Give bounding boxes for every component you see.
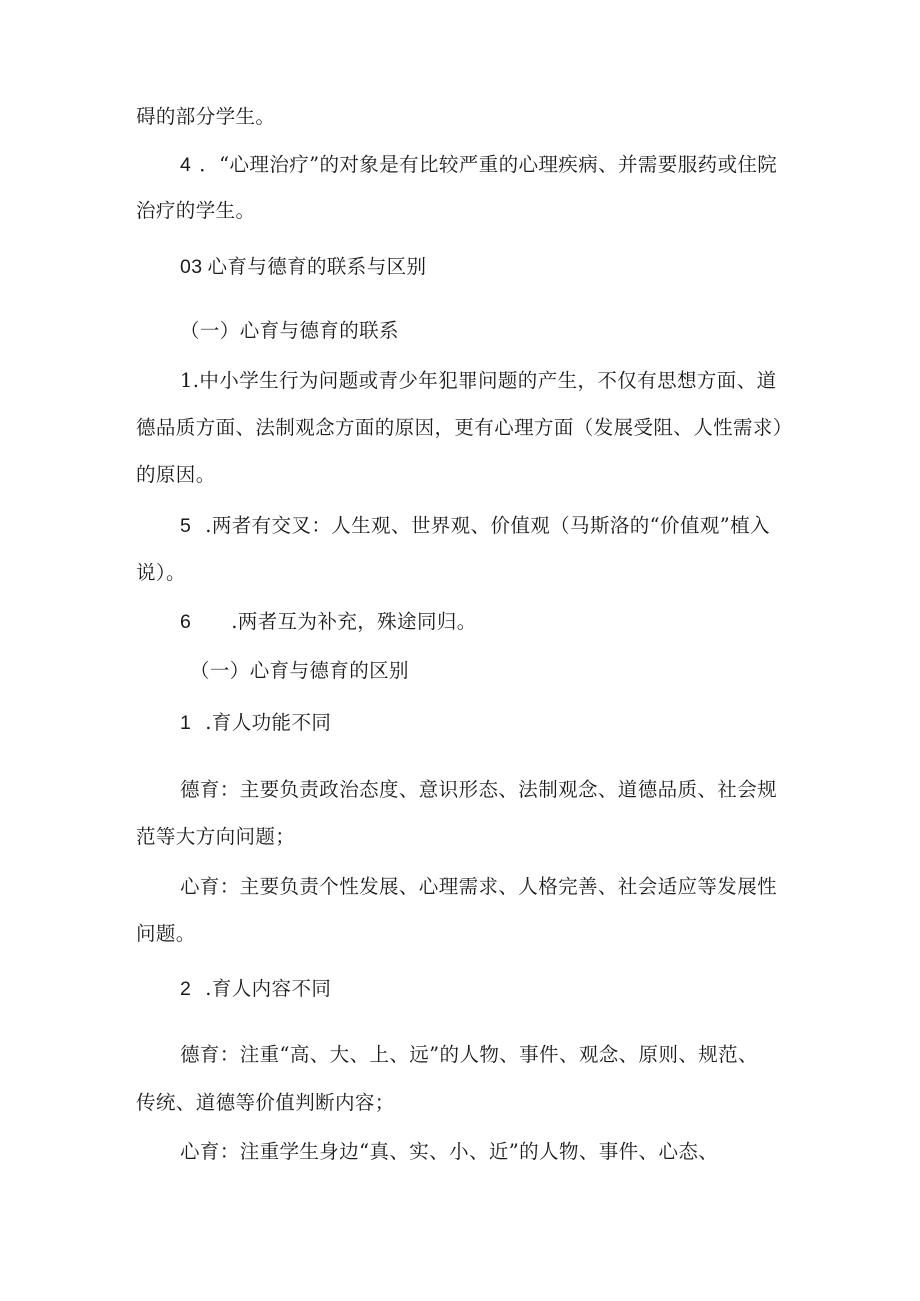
text-line: 心育：主要负责个性发展、心理需求、人格完善、社会适应等发展性	[180, 875, 778, 898]
subheading-link	[180, 318, 399, 344]
text-line: 心育：注重学生身边“真、实、小、近”的人物、事件、心态、	[180, 1140, 719, 1163]
text-line: 德品质方面、法制观念方面的原因，更有心理方面（发展受阻、人性需求）	[136, 416, 793, 439]
link-item-1-line-3	[136, 462, 216, 488]
moral-function-line-2	[136, 824, 295, 850]
psych-function-line-2	[136, 921, 196, 947]
diff-item-2	[180, 976, 331, 1002]
moral-content-line-1	[180, 1042, 758, 1068]
psych-content-line-1	[180, 1139, 718, 1165]
text-line: 的原因。	[136, 463, 216, 486]
link-item-5-line-1	[180, 513, 770, 539]
link-item-5-line-2	[136, 560, 186, 586]
moral-function-line-1	[180, 777, 777, 803]
section-title: 心育与德育的联系与区别	[207, 255, 427, 278]
psych-function-line-1	[180, 874, 777, 900]
diff-item-1	[180, 710, 331, 736]
paragraph-continuation	[136, 104, 275, 130]
subheading-text: （一）心育与德育的区别	[190, 659, 409, 682]
item-number: 6	[180, 611, 192, 633]
item-4-line-2	[136, 198, 255, 224]
text-line: ．“心理治疗”的对象是有比较严重的心理疾病、并需要服药或住院	[199, 153, 778, 176]
item-title: .育人内容不同	[205, 977, 332, 1000]
text-line: 传统、道德等价值判断内容；	[136, 1091, 395, 1114]
text-line: 问题。	[136, 922, 196, 945]
text-line: 治疗的学生。	[136, 199, 256, 222]
subheading-text: （一）心育与德育的联系	[180, 319, 399, 342]
link-item-1-line-1	[180, 368, 777, 394]
item-number: 5	[180, 515, 192, 537]
item-title: .育人功能不同	[205, 711, 332, 734]
subheading-diff	[190, 658, 409, 684]
text-line: 1.中小学生行为问题或青少年犯罪问题的产生，不仅有思想方面、道	[180, 369, 777, 392]
text-line: .两者互为补充，殊途同归。	[231, 610, 477, 633]
section-number: 03	[180, 256, 203, 278]
item-number: 4	[180, 154, 192, 176]
text-line: 碍的部分学生。	[136, 105, 276, 128]
moral-content-line-2	[136, 1090, 395, 1116]
item-number: 1	[180, 712, 192, 734]
section-heading	[180, 254, 426, 280]
item-4-line-1	[180, 152, 777, 178]
text-line: .两者有交叉：人生观、世界观、价值观（马斯洛的“价值观”植入	[205, 514, 770, 537]
text-line: 德育：注重“高、大、上、远”的人物、事件、观念、原则、规范、	[180, 1043, 758, 1066]
text-line: 说）。	[136, 561, 186, 584]
text-line: 范等大方向问题；	[136, 825, 296, 848]
link-item-1-line-2	[136, 415, 793, 441]
item-number: 2	[180, 978, 192, 1000]
link-item-6	[180, 609, 477, 635]
text-line: 德育：主要负责政治态度、意识形态、法制观念、道德品质、社会规	[180, 778, 778, 801]
